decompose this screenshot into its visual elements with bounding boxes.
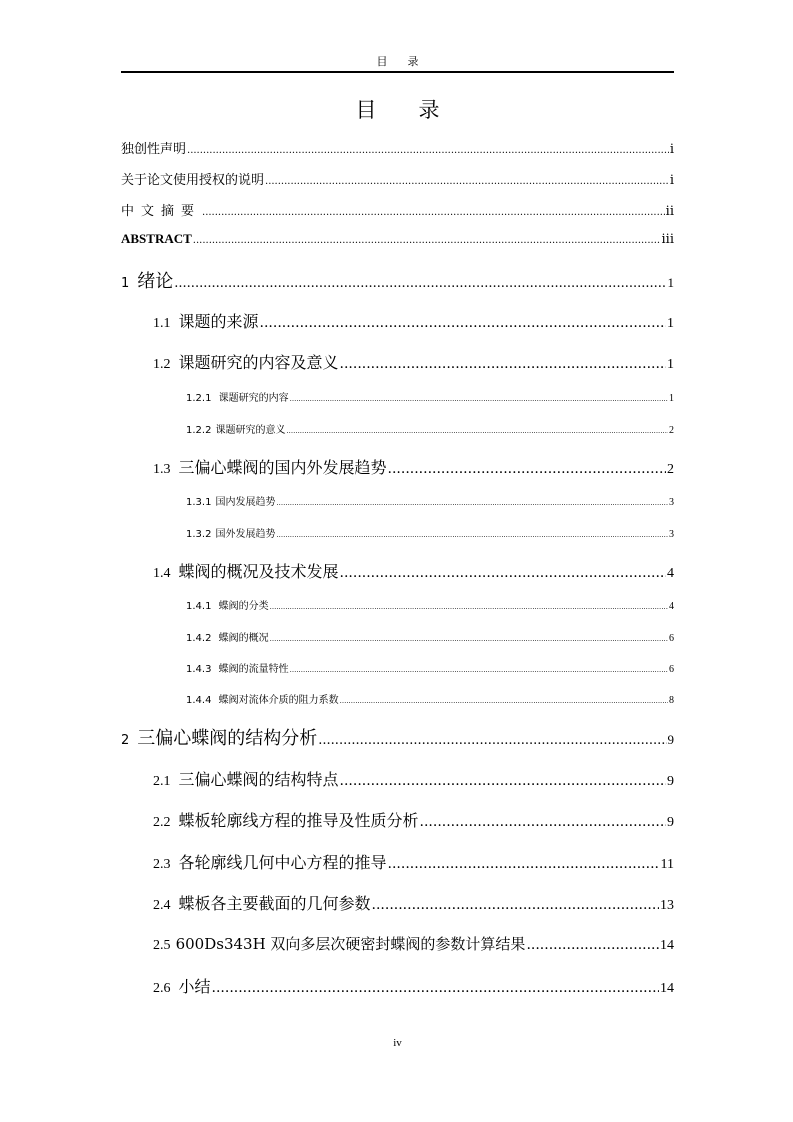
section-title: 蝶板各主要截面的几何参数 (178, 894, 371, 913)
toc-leader (388, 856, 660, 872)
section-title: 课题研究的内容及意义 (178, 353, 339, 372)
subsection-number: 1.4.4 (186, 695, 212, 706)
section-title: 蝶阀的概况及技术发展 (178, 562, 339, 581)
toc-subsection-1-4-4[interactable] (186, 691, 674, 706)
toc-leader (420, 814, 666, 830)
chapter-title: 三偏心蝶阀的结构分析 (137, 728, 318, 749)
toc-entry-page: 1 (669, 393, 674, 404)
toc-entry-page: 4 (667, 566, 674, 581)
toc-section-2-1[interactable] (153, 767, 674, 790)
subsection-number: 1.2.1 (186, 393, 212, 404)
toc-subsection-1-4-2[interactable] (186, 629, 674, 644)
toc-leader (174, 276, 666, 291)
subsection-title: 课题研究的意义 (215, 425, 286, 436)
toc-entry-page: 14 (660, 981, 674, 996)
toc-subsection-1-4-1[interactable] (186, 597, 674, 612)
toc-entry-page: 14 (660, 938, 674, 953)
running-header: 目录 (376, 55, 439, 68)
subsection-number: 1.3.1 (186, 497, 212, 508)
toc-section-1-2[interactable] (153, 350, 674, 373)
toc-section-1-4[interactable] (153, 559, 674, 582)
toc-leader (290, 666, 668, 674)
toc-section-2-2[interactable] (153, 808, 674, 831)
toc-entry-page: 2 (667, 462, 674, 477)
subsection-number: 1.4.1 (186, 601, 212, 612)
toc-leader (286, 427, 668, 435)
section-title: 蝶板轮廓线方程的推导及性质分析 (178, 811, 419, 830)
subsection-title: 蝶阀的流量特性 (218, 664, 289, 675)
toc-entry-label: 独创性声明 (121, 142, 187, 157)
toc-section-2-5[interactable] (153, 933, 674, 954)
section-number: 2.5 (153, 938, 171, 953)
page-number: iv (393, 1037, 402, 1049)
toc-entry-page: 6 (669, 664, 674, 675)
section-number: 1.1 (153, 316, 171, 331)
toc-section-2-3[interactable] (153, 850, 674, 873)
toc-entry-page: 9 (667, 815, 674, 830)
toc-leader (270, 603, 668, 611)
toc-leader (290, 395, 668, 403)
section-title: 三偏心蝶阀的国内外发展趋势 (178, 458, 387, 477)
toc-leader (276, 499, 668, 507)
toc-leader (526, 937, 659, 953)
section-title: 三偏心蝶阀的结构特点 (178, 770, 339, 789)
toc-leader (372, 897, 659, 913)
subsection-number: 1.4.3 (186, 664, 212, 675)
toc-section-1-1[interactable] (153, 309, 674, 332)
section-number: 2.4 (153, 898, 171, 913)
subsection-title: 蝶阀的分类 (218, 601, 269, 612)
toc-entry-label: 关于论文使用授权的说明 (121, 173, 265, 188)
subsection-title: 蝶阀的概况 (218, 633, 269, 644)
toc-chapter-1[interactable] (121, 267, 674, 293)
toc-entry-page: 9 (667, 732, 674, 747)
toc-subsection-1-3-1[interactable] (186, 493, 674, 508)
section-number: 1.2 (153, 357, 171, 372)
toc-leader (340, 773, 666, 789)
subsection-title: 蝶阀对流体介质的阻力系数 (218, 695, 339, 706)
toc-leader (260, 315, 666, 331)
toc-leader (340, 565, 666, 581)
section-title: 600Ds343H 双向多层次硬密封蝶阀的参数计算结果 (175, 935, 526, 953)
section-title: 小结 (178, 977, 211, 996)
toc-entry-page: 4 (669, 601, 674, 612)
toc-subsection-1-4-3[interactable] (186, 660, 674, 675)
toc-section-2-6[interactable] (153, 974, 674, 997)
section-number: 2.1 (153, 774, 171, 789)
toc-entry-page: 1 (667, 357, 674, 372)
toc-leader (276, 531, 668, 539)
toc-entry-page: 1 (667, 316, 674, 331)
toc-leader (187, 145, 669, 156)
toc-entry-page: 3 (669, 497, 674, 508)
toc-leader (212, 980, 659, 996)
subsection-title: 国内发展趋势 (215, 497, 276, 508)
subsection-title: 课题研究的内容 (218, 393, 289, 404)
toc-entry-authorization[interactable] (121, 169, 674, 188)
toc-chapter-2[interactable] (121, 724, 674, 750)
toc-entry-declaration[interactable] (121, 138, 674, 157)
toc-entry-page: 9 (667, 774, 674, 789)
toc-entry-label: ABSTRACT (121, 231, 192, 246)
toc-title: 目录 (355, 98, 482, 122)
toc-leader (388, 461, 666, 477)
toc-entry-label: 中文摘要 (121, 204, 202, 219)
toc-entry-abstract[interactable] (121, 231, 674, 247)
section-number: 2.3 (153, 857, 171, 872)
toc-entry-page: i (669, 173, 674, 188)
toc-leader (318, 733, 666, 748)
toc-subsection-1-3-2[interactable] (186, 525, 674, 540)
toc-leader (202, 207, 665, 218)
subsection-number: 1.4.2 (186, 633, 212, 644)
section-number: 1.3 (153, 462, 171, 477)
toc-entry-page: 1 (667, 275, 674, 290)
toc-leader (340, 356, 666, 372)
section-number: 2.6 (153, 981, 171, 996)
section-title: 课题的来源 (178, 312, 259, 331)
toc-entry-page: 13 (660, 898, 674, 913)
toc-entry-page: 11 (660, 857, 674, 872)
toc-entry-chinese-abstract[interactable] (121, 200, 674, 219)
toc-entry-page: iii (661, 232, 674, 247)
toc-entry-page: ii (665, 204, 674, 219)
toc-entry-page: i (669, 142, 674, 157)
toc-subsection-1-2-2[interactable] (186, 421, 674, 436)
section-number: 1.4 (153, 566, 171, 581)
toc-leader (270, 635, 668, 643)
toc-section-1-3[interactable] (153, 455, 674, 478)
subsection-title: 国外发展趋势 (215, 529, 276, 540)
header-rule (121, 71, 674, 73)
toc-leader (265, 176, 669, 187)
section-number: 2.2 (153, 815, 171, 830)
toc-leader (340, 697, 668, 705)
section-title: 各轮廓线几何中心方程的推导 (178, 853, 387, 872)
toc-leader (193, 235, 661, 246)
chapter-number: 2 (121, 733, 130, 748)
toc-section-2-4[interactable] (153, 891, 674, 914)
toc-entry-page: 3 (669, 529, 674, 540)
subsection-number: 1.2.2 (186, 425, 212, 436)
chapter-number: 1 (121, 276, 130, 291)
subsection-number: 1.3.2 (186, 529, 212, 540)
toc-entry-page: 2 (669, 425, 674, 436)
toc-entry-page: 8 (669, 695, 674, 706)
toc-entry-page: 6 (669, 633, 674, 644)
chapter-title: 绪论 (137, 271, 174, 292)
toc-subsection-1-2-1[interactable] (186, 389, 674, 404)
